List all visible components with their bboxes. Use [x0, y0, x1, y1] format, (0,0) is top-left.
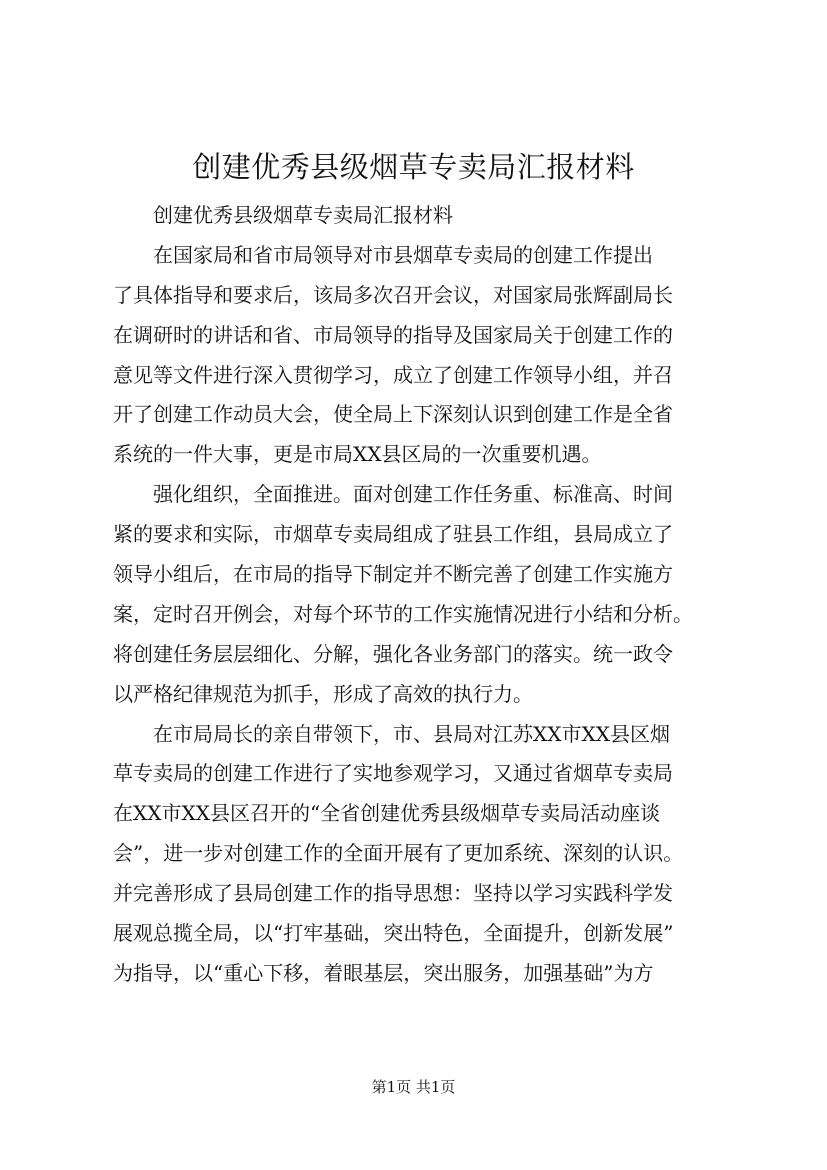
- page-number-footer: 第1页 共1页: [371, 1078, 456, 1096]
- body-line: 紧的要求和实际，市烟草专卖局组成了驻县工作组，县局成立了: [113, 522, 673, 547]
- body-line: 案，定时召开例会，对每个环节的工作实施情况进行小结和分析。: [113, 601, 693, 626]
- body-line: 展观总揽全局，以“打牢基础，突出特色，全面提升，创新发展”: [113, 921, 674, 946]
- body-line: 在调研时的讲话和省、市局领导的指导及国家局关于创建工作的: [113, 322, 673, 347]
- body-line: 并完善形成了县局创建工作的指导思想：坚持以学习实践科学发: [113, 881, 673, 906]
- body-line: 将创建任务层层细化、分解，强化各业务部门的落实。统一政令: [113, 641, 673, 666]
- body-line: 强化组织，全面推进。面对创建工作任务重、标准高、时间: [113, 482, 673, 507]
- body-line: 开了创建工作动员大会，使全局上下深刻认识到创建工作是全省: [113, 402, 673, 427]
- body-line: 在XX市XX县区召开的“全省创建优秀县级烟草专卖局活动座谈: [113, 801, 661, 826]
- body-line: 领导小组后，在市局的指导下制定并不断完善了创建工作实施方: [113, 562, 673, 587]
- body-line: 以严格纪律规范为抓手，形成了高效的执行力。: [113, 681, 533, 706]
- body-line: 草专卖局的创建工作进行了实地参观学习，又通过省烟草专卖局: [113, 761, 673, 786]
- body-line: 为指导，以“重心下移，着眼基层，突出服务，加强基础”为方: [113, 960, 654, 985]
- body-line: 了具体指导和要求后，该局多次召开会议，对国家局张辉副局长: [113, 282, 673, 307]
- document-body: [113, 196, 723, 994]
- body-line: 系统的一件大事，更是市局XX县区局的一次重要机遇。: [113, 442, 602, 467]
- body-line: 会”，进一步对创建工作的全面开展有了更加系统、深刻的认识。: [113, 841, 684, 866]
- body-line: 在市局局长的亲自带领下，市、县局对江苏XX市XX县区烟: [113, 721, 670, 746]
- body-line: 在国家局和省市局领导对市县烟草专卖局的创建工作提出: [113, 242, 653, 267]
- body-line: 创建优秀县级烟草专卖局汇报材料: [113, 203, 453, 227]
- document-title: 创建优秀县级烟草专卖局汇报材料: [192, 150, 635, 184]
- body-line: 意见等文件进行深入贯彻学习，成立了创建工作领导小组，并召: [113, 362, 673, 387]
